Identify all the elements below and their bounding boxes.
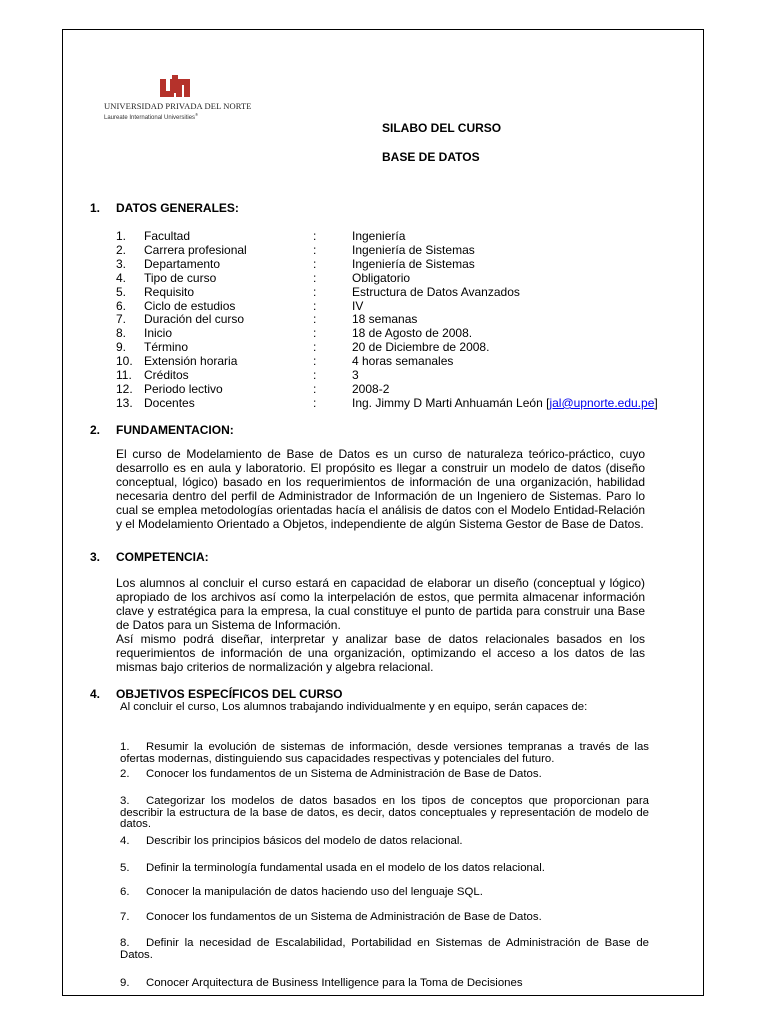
objetivo-number: 7. — [120, 911, 130, 923]
row-colon: : — [313, 326, 317, 341]
row-value-text: 18 semanas — [352, 312, 418, 327]
row-label: Periodo lectivo — [144, 381, 223, 396]
row-value — [352, 257, 475, 271]
row-value-text: 4 horas semanales — [352, 354, 454, 369]
row-label: Requisito — [144, 284, 195, 299]
section-4-number: 4. — [90, 687, 101, 701]
row-value — [352, 396, 658, 410]
logo-name: UNIVERSIDAD PRIVADA DEL NORTE — [104, 101, 252, 111]
objetivo-text: Conocer los fundamentos de un Sistema de Administración de Base de Datos. — [146, 768, 542, 780]
objetivo-item — [120, 769, 649, 781]
row-label: Ciclo de estudios — [144, 298, 236, 313]
row-value — [352, 229, 405, 243]
row-label: Docentes — [144, 395, 195, 410]
row-value-text: 3 — [352, 368, 359, 382]
row-colon: : — [313, 256, 317, 271]
fundamentacion-text: El curso de Modelamiento de Base de Datos es un curso de naturaleza teórico-práctico, cuyo desarrollo es en aula y laboratorio. El propósito es llegar a construir un modelo de datos (diseño conceptual, lógico) basado en los requerimientos de información de una organización, habilidad necesaria dentro del perfil de Administrador de Información de un Ingeniero de Sistemas. Paro lo cual se emplea metodologías orientadas hacía el análisis de datos con el Modelo Entidad-Relación y el Modelamiento Orientado a Objetos, independiente de algún Sistema Gestor de Base de Datos. — [116, 447, 645, 531]
row-value-text: Ingeniería de Sistemas — [352, 256, 475, 271]
objetivo-item — [120, 887, 649, 899]
row-value — [352, 326, 472, 340]
row-colon: : — [313, 270, 317, 285]
row-number: 6. — [116, 298, 127, 313]
row-value-text: Ingeniería — [352, 229, 406, 243]
row-number: 3. — [116, 256, 127, 271]
objetivo-item — [120, 978, 649, 990]
row-label: Extensión horaria — [144, 354, 238, 369]
row-value — [352, 340, 489, 354]
row-label: Créditos — [144, 368, 189, 382]
row-colon: : — [313, 312, 317, 327]
competencia-paragraph-1: Los alumnos al concluir el curso estará en capacidad de elaborar un diseño (conceptual y lógico) apropiado de los archivos así como la interpelación de estos, que permita almacenar información clave y estratégica para la empresa, la cual constituye el punto de partida para construir una Base de Datos para un Sistema de Información. — [116, 576, 645, 632]
objetivo-number: 6. — [120, 886, 130, 898]
row-colon: : — [313, 242, 317, 257]
objetivo-number: 2. — [120, 768, 130, 780]
row-label: Tipo de curso — [144, 270, 217, 285]
row-value-text: 20 de Diciembre de 2008. — [352, 340, 490, 355]
university-logo — [104, 75, 252, 121]
row-colon: : — [313, 395, 317, 410]
objetivo-text: Conocer la manipulación de datos haciendo uso del lenguaje SQL. — [146, 886, 483, 898]
row-value — [352, 312, 417, 326]
email-link[interactable]: [jal@upnorte.edu.pe] — [546, 395, 658, 410]
objetivo-text: Conocer los fundamentos de un Sistema de Administración de Base de Datos. — [146, 911, 542, 923]
row-label: Duración del curso — [144, 312, 245, 327]
section-2-title: FUNDAMENTACION: — [116, 423, 234, 437]
objetivo-item — [120, 912, 649, 924]
document-title: SILABO DEL CURSO — [382, 121, 502, 135]
objetivo-item — [120, 836, 649, 848]
row-value-text: Ingeniería de Sistemas — [352, 242, 475, 257]
section-3-title: COMPETENCIA: — [116, 550, 209, 564]
row-value-text: 2008-2 — [352, 381, 390, 396]
row-number: 11. — [116, 368, 132, 382]
objetivo-item — [120, 742, 649, 765]
objetivo-number: 5. — [120, 862, 130, 874]
row-number: 5. — [116, 284, 127, 299]
objetivo-item — [120, 863, 649, 875]
row-value — [352, 243, 475, 257]
competencia-text — [116, 576, 645, 674]
objetivo-number: 9. — [120, 977, 130, 989]
row-number: 13. — [116, 395, 133, 410]
row-number: 4. — [116, 270, 127, 285]
objetivo-number: 3. — [120, 795, 130, 807]
logo-tagline: Laureate International Universities® — [104, 112, 199, 121]
row-number: 7. — [116, 312, 127, 327]
row-number: 1. — [116, 229, 127, 243]
objetivo-text: Conocer Arquitectura de Business Intelligence para la Toma de Decisiones — [146, 977, 523, 989]
row-colon: : — [313, 340, 317, 355]
objetivo-text: Definir la terminología fundamental usada en el modelo de los datos relacional. — [146, 862, 545, 874]
row-colon: : — [313, 284, 317, 299]
row-value — [352, 382, 389, 396]
section-4-title: OBJETIVOS ESPECÍFICOS DEL CURSO — [116, 687, 343, 701]
row-label: Inicio — [144, 326, 173, 341]
objetivo-text: Describir los principios básicos del modelo de datos relacional. — [146, 835, 463, 847]
objetivo-number: 8. — [120, 937, 130, 949]
logo-mark-icon — [160, 75, 190, 97]
row-value — [352, 271, 410, 285]
section-2-number: 2. — [90, 423, 101, 437]
row-label: Departamento — [144, 256, 221, 271]
objetivo-number: 4. — [120, 835, 130, 847]
row-label: Término — [144, 340, 189, 355]
objetivo-item — [120, 938, 649, 961]
section-1-number: 1. — [90, 201, 101, 215]
row-value — [352, 285, 520, 299]
objetivo-text: Definir la necesidad de Escalabilidad, Portabilidad en Sistemas de Administración de Base de Datos. — [120, 937, 649, 961]
row-value-text: Estructura de Datos Avanzados — [352, 284, 520, 299]
row-colon: : — [313, 354, 317, 369]
objetivo-number: 1. — [120, 741, 130, 753]
row-number: 2. — [116, 242, 127, 257]
row-value-text: Ing. Jimmy D Marti Anhuamán León — [352, 395, 547, 410]
row-value — [352, 299, 363, 313]
row-number: 12. — [116, 381, 133, 396]
competencia-paragraph-2: Así mismo podrá diseñar, interpretar y analizar base de datos relacionales basados en los requerimientos de información de una organización, optimizando el acceso a los datos de las mismas bajo criterios de normalización y algebra relacional. — [116, 632, 645, 674]
row-value — [352, 368, 359, 382]
row-number: 10. — [116, 354, 133, 369]
row-number: 9. — [116, 340, 127, 355]
row-colon: : — [313, 381, 317, 396]
row-number: 8. — [116, 326, 127, 341]
email-link-text[interactable]: jal@upnorte.edu.pe — [549, 395, 655, 410]
bottom-rule — [62, 995, 704, 996]
objetivo-text: Categorizar los modelos de datos basados en los tipos de conceptos que proporcionan para describir la estructura de la base de datos, es decir, datos conceptuales y representación de modelo de datos. — [120, 795, 649, 830]
row-value-text: Obligatorio — [352, 270, 411, 285]
objetivo-item — [120, 796, 649, 831]
objetivo-text: Resumir la evolución de sistemas de información, desde versiones tempranas a través de las ofertas modernas, distinguiendo sus capacidades respectivas y potenciales del futuro. — [120, 741, 649, 765]
row-label: Carrera profesional — [144, 242, 247, 257]
section-1-title: DATOS GENERALES: — [116, 201, 239, 215]
section-3-number: 3. — [90, 550, 101, 564]
objetivos-intro: Al concluir el curso, Los alumnos trabajando individualmente y en equipo, serán capaces de: — [120, 701, 588, 713]
row-colon: : — [313, 298, 317, 313]
row-label: Facultad — [144, 229, 191, 243]
row-value-text: 18 de Agosto de 2008. — [352, 326, 473, 341]
row-value-text: IV — [352, 298, 364, 313]
row-value — [352, 354, 453, 368]
course-name: BASE DE DATOS — [382, 150, 480, 164]
row-colon: : — [313, 368, 317, 382]
row-colon: : — [313, 229, 317, 243]
